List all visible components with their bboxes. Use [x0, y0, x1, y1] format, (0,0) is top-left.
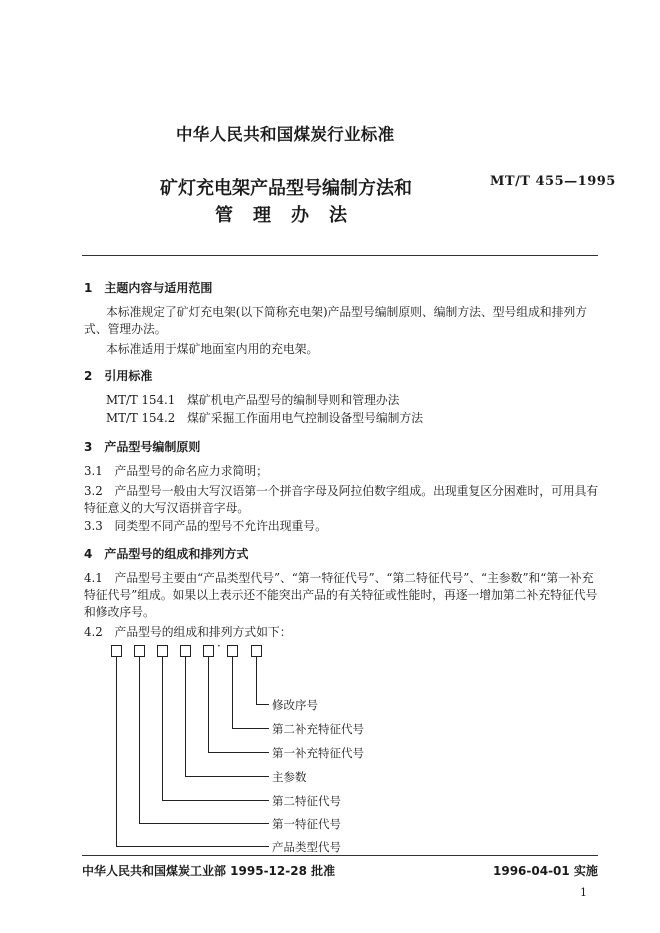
- code-box-product-type: [111, 645, 122, 657]
- code-box-second-supplement: [227, 645, 238, 657]
- leader-horizontal-second-feature: [162, 800, 269, 801]
- leader-vertical-first-supplement: [208, 657, 209, 752]
- reference-2: MT/T 154.2 煤矿采掘工作面用电气控制设备型号编制方法: [106, 411, 424, 425]
- document-title-line1: 矿灯充电架产品型号编制方法和: [160, 178, 412, 199]
- leader-horizontal-first-supplement: [208, 752, 269, 753]
- leader-horizontal-second-supplement: [232, 728, 269, 729]
- leader-vertical-revision: [256, 657, 257, 704]
- label-second-feature-code: 第二特征代号: [272, 794, 341, 808]
- reference-1: MT/T 154.1 煤矿机电产品型号的编制导则和管理办法: [106, 393, 400, 407]
- approval-issuer: 中华人民共和国煤炭工业部 1995-12-28 批准: [82, 864, 336, 878]
- leader-horizontal-first-feature: [139, 823, 269, 824]
- section-4-heading: 4 产品型号的组成和排列方式: [84, 547, 249, 561]
- label-first-supplement-code: 第一补充特征代号: [272, 746, 364, 760]
- code-separator-dot: ·: [217, 639, 221, 653]
- leader-vertical-second-feature: [162, 657, 163, 800]
- header-rule: [82, 255, 598, 256]
- label-product-type-code: 产品类型代号: [272, 840, 341, 854]
- clause-4-1: 4.1 产品型号主要由“产品类型代号”、“第一特征代号”、“第二特征代号”、“主参数”和“第一补充特征代号”组成。如果以上表示还不能突出产品的有关特征或性能时，再逐一增加第二补充特征代号和修改序号。: [84, 571, 598, 619]
- section-1-para-2: 本标准适用于煤矿地面室内用的充电架。: [106, 342, 319, 356]
- code-box-revision: [251, 645, 262, 657]
- effective-date: 1996-04-01 实施: [493, 864, 598, 878]
- leader-vertical-main-parameter: [185, 657, 186, 776]
- page-number: 1: [580, 886, 587, 899]
- label-revision-number: 修改序号: [272, 698, 318, 712]
- clause-4-2: 4.2 产品型号的组成和排列方式如下：: [84, 625, 292, 639]
- ministry-header: 中华人民共和国煤炭行业标准: [176, 125, 395, 144]
- clause-3-3: 3.3 同类型不同产品的型号不允许出现重号。: [84, 519, 327, 533]
- leader-vertical-product-type: [116, 657, 117, 846]
- leader-vertical-first-feature: [139, 657, 140, 823]
- clause-3-2: 3.2 产品型号一般由大写汉语第一个拼音字母及阿拉伯数字组成。出现重复区分困难时，可用具有特征意义的大写汉语拼音字母。: [84, 484, 599, 515]
- code-box-first-feature: [134, 645, 145, 657]
- section-1-para-1: 本标准规定了矿灯充电架(以下简称充电架)产品型号编制原则、编制方法、型号组成和排列方式、管理办法。: [84, 305, 588, 336]
- section-1-heading: 1 主题内容与适用范围: [84, 281, 213, 295]
- label-second-supplement-code: 第二补充特征代号: [272, 722, 364, 736]
- section-2-heading: 2 引用标准: [84, 369, 153, 383]
- leader-horizontal-main-parameter: [185, 776, 269, 777]
- code-box-second-feature: [157, 645, 168, 657]
- footer-rule: [82, 855, 598, 856]
- document-title-line2: 管理办法: [215, 205, 367, 226]
- label-main-parameter: 主参数: [272, 770, 307, 784]
- code-box-first-supplement: [203, 645, 214, 657]
- leader-horizontal-revision: [256, 704, 269, 705]
- code-box-main-parameter: [180, 645, 191, 657]
- standard-number: MT/T 455—1995: [490, 174, 616, 189]
- leader-vertical-second-supplement: [232, 657, 233, 728]
- label-first-feature-code: 第一特征代号: [272, 817, 341, 831]
- leader-horizontal-product-type: [116, 846, 269, 847]
- section-3-heading: 3 产品型号编制原则: [84, 440, 201, 454]
- clause-3-1: 3.1 产品型号的命名应力求简明；: [84, 464, 268, 478]
